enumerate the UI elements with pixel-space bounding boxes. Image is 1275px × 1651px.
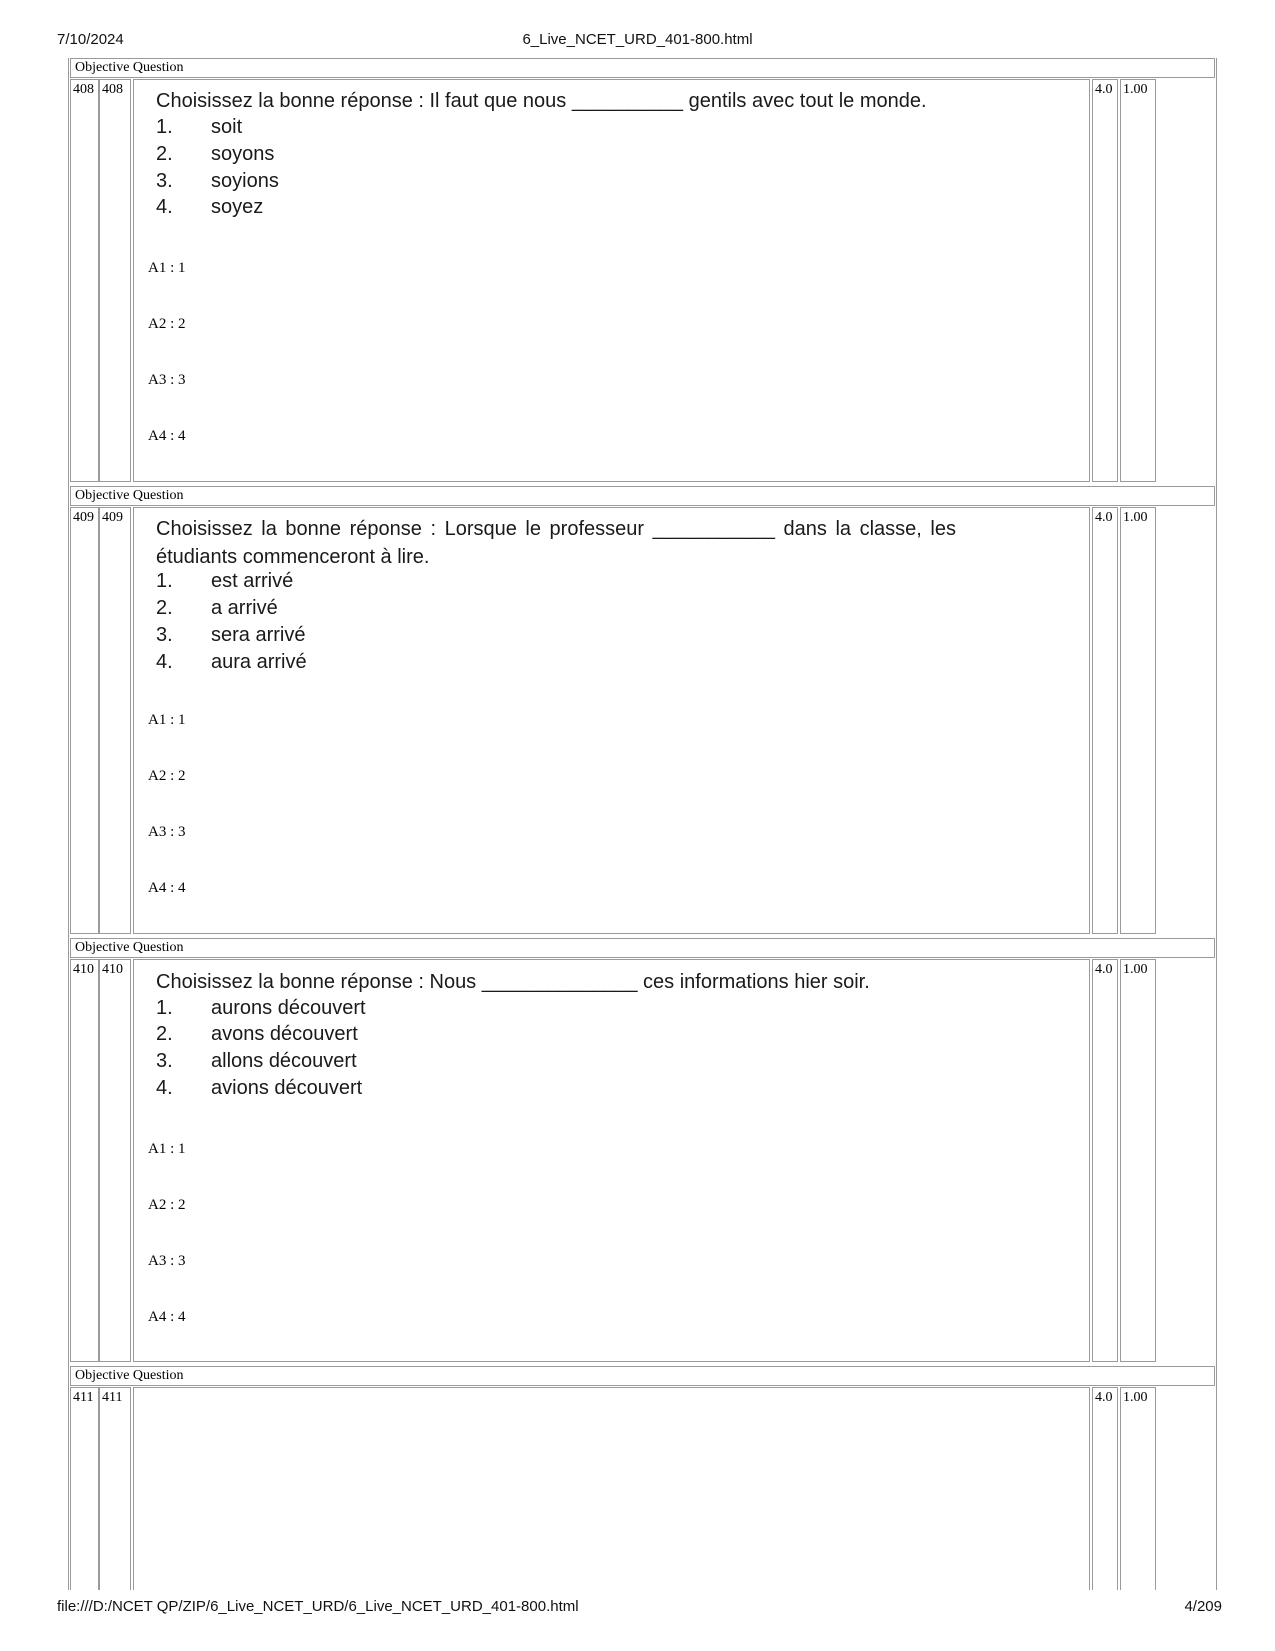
question-number: 411 bbox=[102, 1390, 123, 1405]
question-type-label: Objective Question bbox=[70, 486, 1215, 506]
question-id-cell bbox=[70, 507, 99, 934]
negative-marks: 1.00 bbox=[1123, 1390, 1148, 1405]
marks-cell bbox=[1092, 79, 1118, 482]
answer-line: A1 : 1 bbox=[148, 1141, 186, 1157]
document-title: 6_Live_NCET_URD_401-800.html bbox=[522, 31, 753, 48]
marks-cell bbox=[1092, 1387, 1118, 1617]
question-type-label: Objective Question bbox=[70, 938, 1215, 958]
answer-line: A4 : 4 bbox=[148, 880, 186, 896]
question-id: 409 bbox=[73, 510, 94, 525]
option-item: 1. aurons découvert bbox=[156, 997, 366, 1019]
question-number: 408 bbox=[102, 82, 123, 97]
question-number-cell bbox=[99, 507, 131, 934]
option-item: 4. soyez bbox=[156, 196, 264, 218]
option-item: 3. soyions bbox=[156, 170, 279, 192]
question-number-cell bbox=[99, 1387, 131, 1617]
file-path: file:///D:/NCET QP/ZIP/6_Live_NCET_URD/6_Live_NCET_URD_401-800.html bbox=[57, 1598, 579, 1615]
answer-line: A3 : 3 bbox=[148, 372, 186, 388]
question-body bbox=[133, 79, 1090, 482]
question-id: 408 bbox=[73, 82, 94, 97]
page-number: 4/209 bbox=[1184, 1598, 1222, 1615]
negative-marks-cell bbox=[1120, 79, 1156, 482]
option-item: 1. soit bbox=[156, 116, 243, 138]
marks: 4.0 bbox=[1095, 962, 1113, 977]
answer-line: A2 : 2 bbox=[148, 316, 186, 332]
question-id: 410 bbox=[73, 962, 94, 977]
question-type-label: Objective Question bbox=[70, 1366, 1215, 1386]
question-id-cell bbox=[70, 1387, 99, 1617]
question-number: 410 bbox=[102, 962, 123, 977]
question-id-cell bbox=[70, 79, 99, 482]
question-number-cell bbox=[99, 79, 131, 482]
question-text: Choisissez la bonne réponse : Lorsque le professeur ___________ dans la classe, les étudiants commenceront à lire. bbox=[156, 518, 956, 568]
answer-line: A3 : 3 bbox=[148, 1253, 186, 1269]
option-item: 4. avions découvert bbox=[156, 1077, 363, 1099]
answer-line: A4 : 4 bbox=[148, 1309, 186, 1325]
option-item: 2. a arrivé bbox=[156, 597, 278, 619]
negative-marks: 1.00 bbox=[1123, 510, 1148, 525]
option-item: 2. soyons bbox=[156, 143, 275, 165]
question-number-cell bbox=[99, 959, 131, 1362]
question-type-label: Objective Question bbox=[70, 58, 1215, 78]
print-date: 7/10/2024 bbox=[57, 31, 124, 48]
answer-line: A1 : 1 bbox=[148, 260, 186, 276]
answer-line: A2 : 2 bbox=[148, 1197, 186, 1213]
answer-line: A1 : 1 bbox=[148, 712, 186, 728]
option-item: 3. allons découvert bbox=[156, 1050, 357, 1072]
negative-marks: 1.00 bbox=[1123, 82, 1148, 97]
marks-cell bbox=[1092, 507, 1118, 934]
question-body bbox=[133, 1387, 1090, 1617]
marks-cell bbox=[1092, 959, 1118, 1362]
negative-marks-cell bbox=[1120, 1387, 1156, 1617]
question-text: Choisissez la bonne réponse : Nous ______________ ces informations hier soir. bbox=[156, 971, 870, 993]
option-item: 3. sera arrivé bbox=[156, 624, 306, 646]
question-number: 409 bbox=[102, 510, 123, 525]
marks: 4.0 bbox=[1095, 510, 1113, 525]
question-id-cell bbox=[70, 959, 99, 1362]
negative-marks-cell bbox=[1120, 959, 1156, 1362]
marks: 4.0 bbox=[1095, 82, 1113, 97]
answer-line: A4 : 4 bbox=[148, 428, 186, 444]
option-item: 1. est arrivé bbox=[156, 570, 294, 592]
negative-marks: 1.00 bbox=[1123, 962, 1148, 977]
negative-marks-cell bbox=[1120, 507, 1156, 934]
option-item: 2. avons découvert bbox=[156, 1023, 358, 1045]
answer-line: A2 : 2 bbox=[148, 768, 186, 784]
option-item: 4. aura arrivé bbox=[156, 651, 307, 673]
answer-line: A3 : 3 bbox=[148, 824, 186, 840]
question-text: Choisissez la bonne réponse : Il faut que nous __________ gentils avec tout le monde. bbox=[156, 90, 927, 112]
question-id: 411 bbox=[73, 1390, 94, 1405]
marks: 4.0 bbox=[1095, 1390, 1113, 1405]
